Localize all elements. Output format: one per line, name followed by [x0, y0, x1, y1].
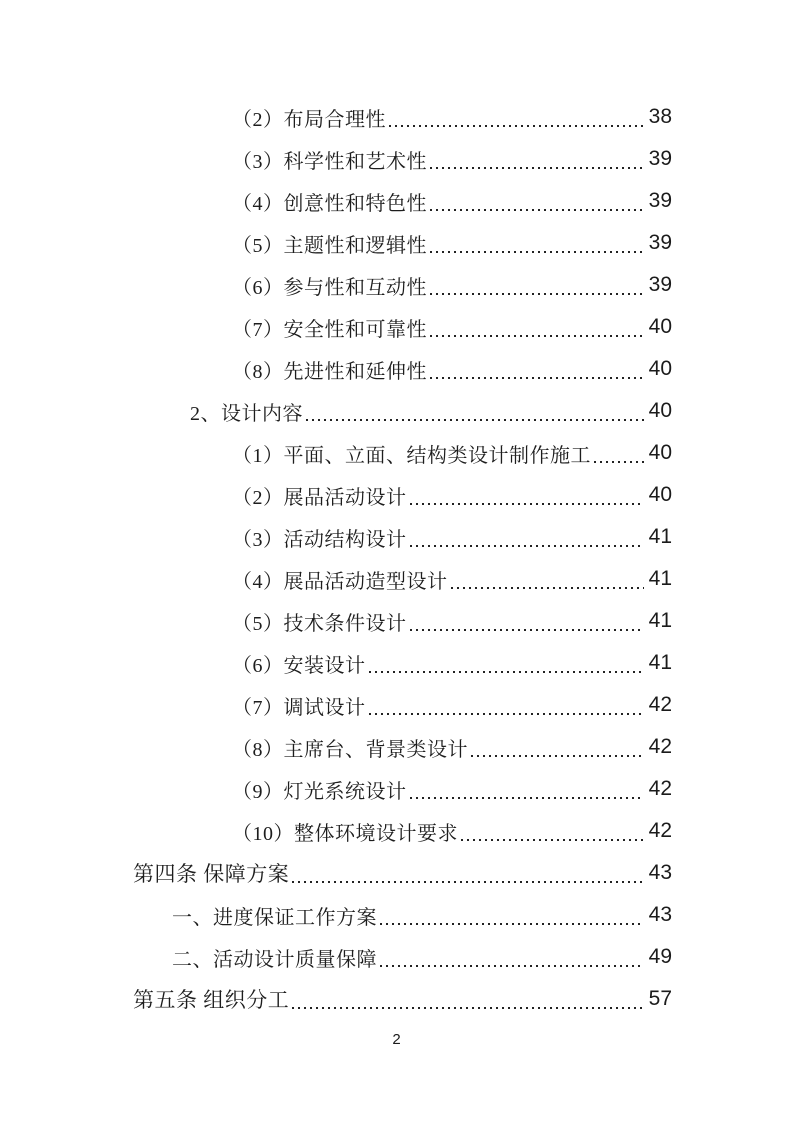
- toc-entry-label: （8）先进性和延伸性: [232, 360, 427, 383]
- toc-leader-dots: [451, 587, 644, 589]
- toc-leader-dots: [369, 713, 644, 715]
- toc-leader-dots: [594, 461, 644, 463]
- toc-entry[interactable]: [133, 768, 672, 810]
- toc-page-number: 40: [648, 357, 672, 380]
- toc-entry[interactable]: [133, 516, 672, 558]
- toc-leader-dots: [410, 545, 644, 547]
- toc-leader-dots: [410, 629, 644, 631]
- toc-entry-label: （6）参与性和互动性: [232, 276, 427, 299]
- toc-page-number: 42: [648, 693, 672, 716]
- toc-entry-label: （3）活动结构设计: [232, 528, 407, 551]
- toc-page-number: 40: [648, 483, 672, 506]
- toc-entry[interactable]: [133, 852, 672, 894]
- toc-leader-dots: [430, 209, 644, 211]
- toc-entry[interactable]: [133, 180, 672, 222]
- toc-entry[interactable]: [133, 96, 672, 138]
- toc-entry[interactable]: [133, 600, 672, 642]
- toc-leader-dots: [430, 377, 644, 379]
- toc-page-number: 43: [648, 861, 672, 884]
- toc-entry-label: 二、活动设计质量保障: [172, 948, 377, 971]
- toc-entry[interactable]: [133, 558, 672, 600]
- table-of-contents: [133, 96, 672, 1020]
- toc-leader-dots: [430, 167, 644, 169]
- toc-entry-label: （7）调试设计: [232, 696, 366, 719]
- toc-page-number: 43: [648, 903, 672, 926]
- toc-leader-dots: [292, 881, 643, 883]
- toc-entry-label: （4）展品活动造型设计: [232, 570, 448, 593]
- toc-entry[interactable]: [133, 348, 672, 390]
- page-footer: [0, 1031, 793, 1048]
- toc-entry[interactable]: [133, 978, 672, 1020]
- toc-page-number: 40: [648, 315, 672, 338]
- toc-page-number: 41: [648, 525, 672, 548]
- toc-page-number: 49: [648, 945, 672, 968]
- toc-entry[interactable]: [133, 138, 672, 180]
- toc-page-number: 41: [648, 567, 672, 590]
- toc-page-number: 39: [648, 147, 672, 170]
- toc-entry-label: 第四条 保障方案: [133, 862, 290, 886]
- toc-entry-label: （8）主席台、背景类设计: [232, 738, 468, 761]
- toc-page-number: 57: [648, 987, 672, 1010]
- page-number: 2: [392, 1031, 401, 1048]
- toc-entry-label: 2、设计内容: [190, 402, 303, 425]
- toc-entry[interactable]: [133, 222, 672, 264]
- toc-leader-dots: [292, 1007, 643, 1009]
- toc-entry-label: （3）科学性和艺术性: [232, 150, 427, 173]
- toc-leader-dots: [430, 335, 644, 337]
- toc-entry[interactable]: [133, 306, 672, 348]
- toc-page-number: 42: [648, 819, 672, 842]
- toc-entry-label: 一、进度保证工作方案: [172, 906, 377, 929]
- toc-leader-dots: [410, 503, 644, 505]
- toc-leader-dots: [306, 419, 644, 421]
- toc-entry-label: （4）创意性和特色性: [232, 192, 427, 215]
- toc-leader-dots: [389, 125, 644, 127]
- toc-entry-label: （9）灯光系统设计: [232, 780, 407, 803]
- toc-leader-dots: [410, 797, 644, 799]
- toc-page-number: 40: [648, 441, 672, 464]
- toc-leader-dots: [430, 251, 644, 253]
- toc-entry-label: 第五条 组织分工: [133, 988, 290, 1012]
- toc-entry-label: （7）安全性和可靠性: [232, 318, 427, 341]
- toc-leader-dots: [461, 839, 644, 841]
- toc-entry[interactable]: [133, 936, 672, 978]
- toc-leader-dots: [430, 293, 644, 295]
- toc-entry-label: （5）主题性和逻辑性: [232, 234, 427, 257]
- toc-entry[interactable]: [133, 474, 672, 516]
- toc-page-number: 41: [648, 651, 672, 674]
- toc-entry[interactable]: [133, 894, 672, 936]
- toc-page-number: 39: [648, 189, 672, 212]
- toc-entry[interactable]: [133, 642, 672, 684]
- toc-entry-label: （6）安装设计: [232, 654, 366, 677]
- toc-entry[interactable]: [133, 264, 672, 306]
- toc-page-number: 41: [648, 609, 672, 632]
- toc-page-number: 42: [648, 777, 672, 800]
- toc-entry[interactable]: [133, 810, 672, 852]
- toc-page-number: 38: [648, 105, 672, 128]
- toc-page-number: 39: [648, 273, 672, 296]
- toc-entry[interactable]: [133, 390, 672, 432]
- toc-page-number: 40: [648, 399, 672, 422]
- toc-entry-label: （5）技术条件设计: [232, 612, 407, 635]
- toc-entry[interactable]: [133, 684, 672, 726]
- toc-leader-dots: [369, 671, 644, 673]
- toc-leader-dots: [471, 755, 644, 757]
- toc-entry-label: （2）布局合理性: [232, 108, 386, 131]
- toc-page-number: 39: [648, 231, 672, 254]
- toc-entry[interactable]: [133, 432, 672, 474]
- toc-page-number: 42: [648, 735, 672, 758]
- toc-entry-label: （1）平面、立面、结构类设计制作施工: [232, 444, 591, 467]
- toc-leader-dots: [380, 923, 644, 925]
- toc-entry-label: （2）展品活动设计: [232, 486, 407, 509]
- toc-entry-label: （10）整体环境设计要求: [232, 822, 458, 845]
- toc-entry[interactable]: [133, 726, 672, 768]
- toc-leader-dots: [380, 965, 644, 967]
